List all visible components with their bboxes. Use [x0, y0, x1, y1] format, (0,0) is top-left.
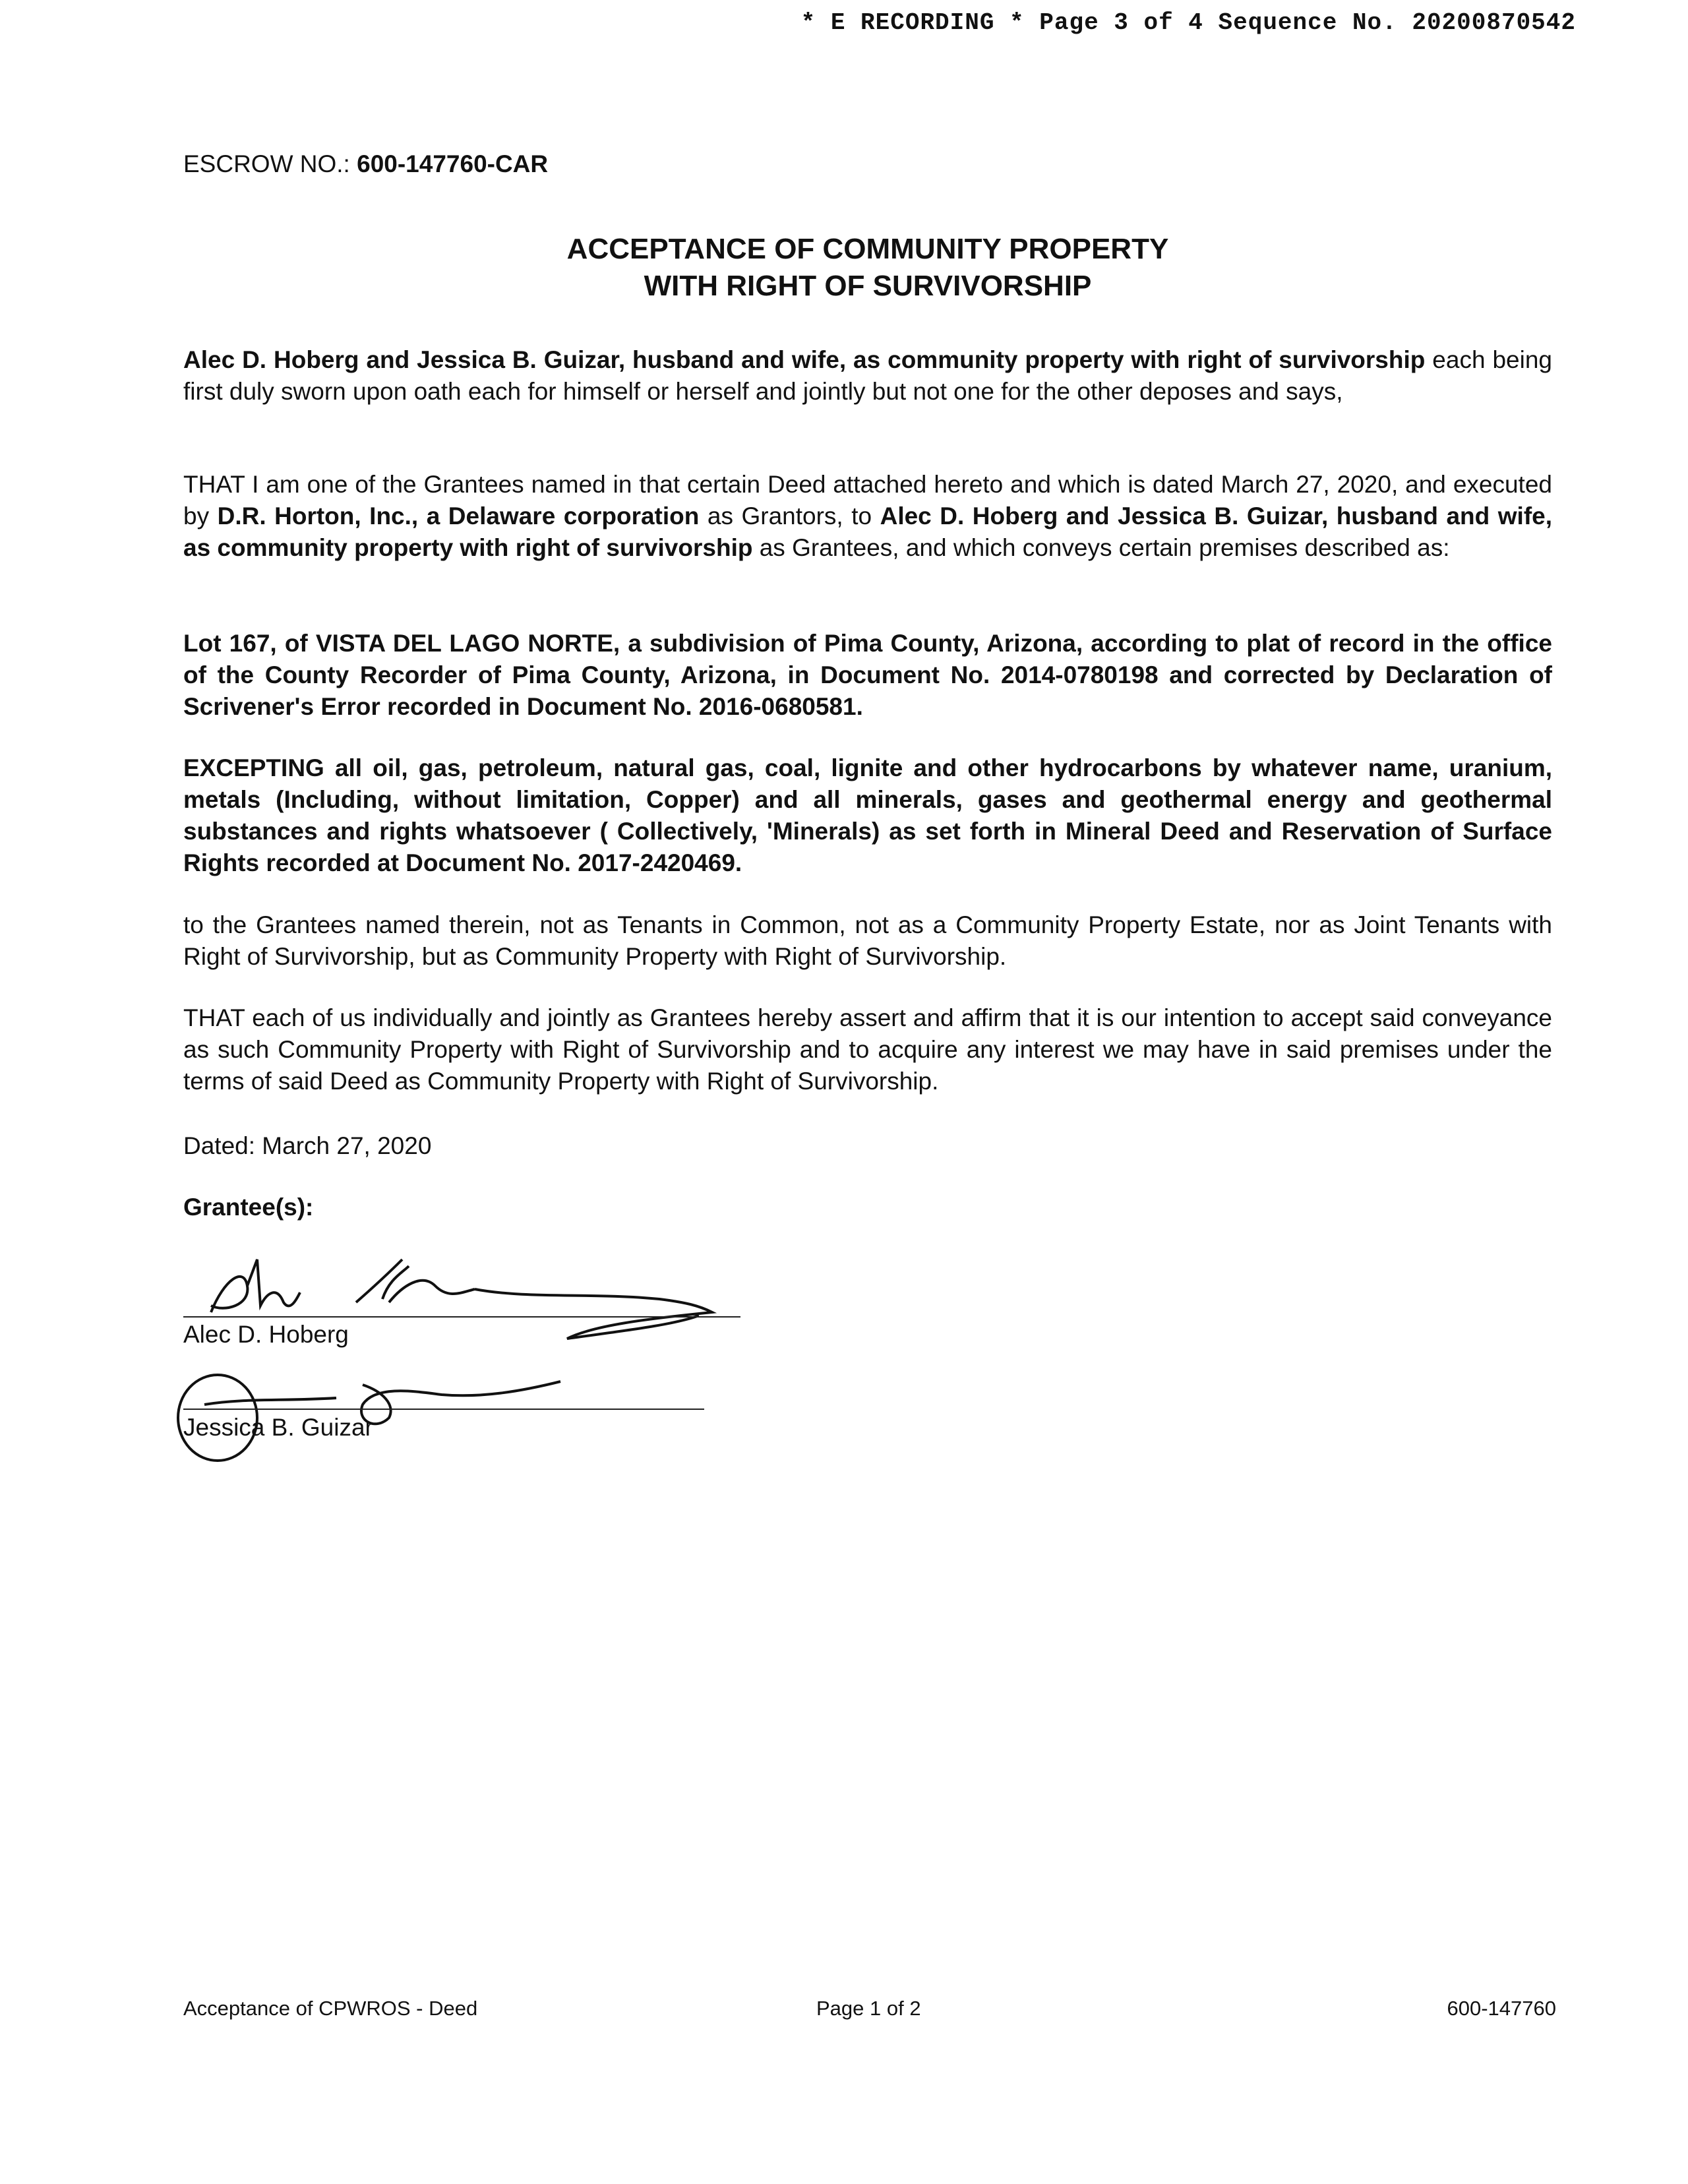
- grantees-label: Grantee(s):: [183, 1194, 314, 1221]
- recording-stamp: * E RECORDING * Page 3 of 4 Sequence No. 20200870542: [800, 9, 1576, 36]
- parties-text: each being first duly sworn upon oath each for himself or herself and jointly but not one for the other deposes and says,: [183, 346, 1552, 405]
- signer-name-2: Jessica B. Guizar: [183, 1414, 373, 1441]
- deed-text-2: as Grantors, to: [699, 502, 880, 530]
- document-title: [183, 231, 1552, 305]
- deed-text-1: THAT I am one of the Grantees named in that certain Deed attached hereto and which is dated March 27, 2020, and executed by: [183, 471, 1552, 530]
- escrow-number: [183, 150, 548, 178]
- title-line-1: ACCEPTANCE OF COMMUNITY PROPERTY: [566, 233, 1169, 265]
- paragraph-exceptions: EXCEPTING all oil, gas, petroleum, natural gas, coal, lignite and other hydrocarbons by whatever name, uranium, metals (Including, without limitation, Copper) and all minerals, gases and geothermal energy and geothermal substances and rights whatsoever ( Collectively, 'Minerals) as set forth in Mineral Deed and Reservation of Surface Rights recorded at Document No. 2017-2420469.: [183, 754, 1552, 876]
- paragraph-legal-description: Lot 167, of VISTA DEL LAGO NORTE, a subdivision of Pima County, Arizona, according to plat of record in the office of the County Recorder of Pima County, Arizona, in Document No. 2014-0780198 and corrected by Declaration of Scrivener's Error recorded in Document No. 2016-0680581.: [183, 630, 1552, 720]
- footer-escrow-number: 600-147760: [1447, 1997, 1556, 2020]
- paragraph-parties: [183, 344, 1552, 408]
- signature-line-1: [183, 1316, 740, 1318]
- escrow-label: ESCROW NO.:: [183, 150, 350, 177]
- title-line-2: WITH RIGHT OF SURVIVORSHIP: [644, 270, 1092, 302]
- footer-page-number: Page 1 of 2: [816, 1997, 921, 2020]
- grantor-name: D.R. Horton, Inc., a Delaware corporation: [217, 502, 700, 530]
- paragraph-deed: [183, 469, 1552, 564]
- deed-text-3: as Grantees, and which conveys certain premises described as:: [752, 534, 1450, 561]
- escrow-value: 600-147760-CAR: [357, 150, 549, 177]
- parties-bold: Alec D. Hoberg and Jessica B. Guizar, husband and wife, as community property with right of survivorship: [183, 346, 1426, 373]
- paragraph-affirmation: THAT each of us individually and jointly as Grantees hereby assert and affirm that it is our intention to accept said conveyance as such Community Property with Right of Survivorship and to acquire any interest we may have in said premises under the terms of said Deed as Community Property with Right of Survivorship.: [183, 1004, 1552, 1095]
- signature-line-2: [183, 1409, 704, 1410]
- signer-name-1: Alec D. Hoberg: [183, 1321, 349, 1348]
- paragraph-tenancy: to the Grantees named therein, not as Tenants in Common, not as a Community Property Estate, nor as Joint Tenants with Right of Survivorship, but as Community Property with Right of Survivorship.: [183, 911, 1552, 970]
- grantee-names: Alec D. Hoberg and Jessica B. Guizar, husband and wife, as community property with right of survivorship: [183, 502, 1553, 561]
- footer-document-name: Acceptance of CPWROS - Deed: [183, 1997, 478, 2020]
- dated-line: Dated: March 27, 2020: [183, 1132, 432, 1159]
